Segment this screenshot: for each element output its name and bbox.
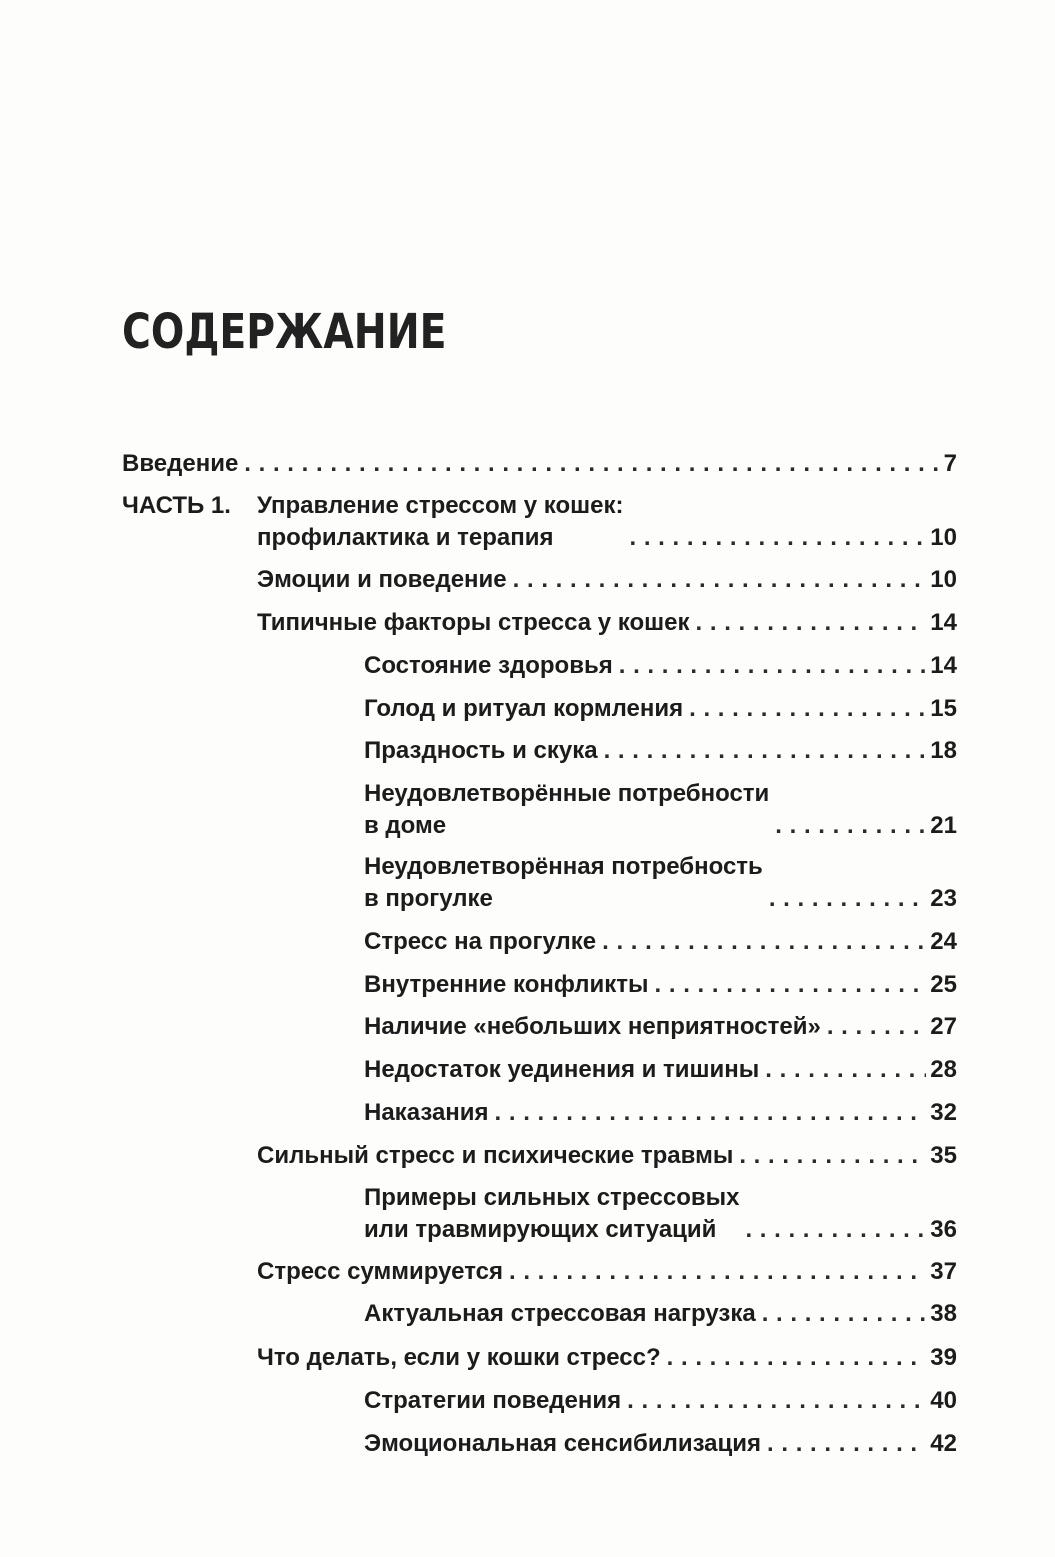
toc-page-number: 14	[930, 609, 957, 636]
toc-entry[interactable]	[364, 693, 957, 725]
toc-page-number: 21	[930, 812, 957, 839]
dot-leader	[767, 1428, 926, 1460]
dot-leader	[827, 1011, 926, 1043]
toc-entry-title: Актуальная стрессовая нагрузка	[364, 1300, 756, 1327]
toc-entry[interactable]	[364, 1054, 957, 1086]
toc-page-number: 10	[930, 566, 957, 593]
toc-entry-title: Эмоциональная сенсибилизация	[364, 1430, 762, 1457]
toc-page-number: 27	[930, 1013, 957, 1040]
dot-leader	[762, 1298, 927, 1330]
toc-page-number: 42	[930, 1430, 957, 1457]
toc-entry-title: Стратегии поведения	[364, 1387, 622, 1414]
toc-entry[interactable]	[257, 1342, 957, 1374]
dot-leader	[495, 1097, 927, 1129]
toc-entry[interactable]	[364, 735, 957, 767]
toc-entry-title: Что делать, если у кошки стресс?	[257, 1344, 661, 1371]
toc-entry-title: Внутренние конфликты	[364, 971, 649, 998]
toc-page-number: 10	[930, 524, 957, 551]
page-title: СОДЕРЖАНИЕ	[122, 304, 447, 360]
toc-entry-title: Примеры сильных стрессовых или травмирующих ситуаций	[364, 1184, 740, 1243]
dot-leader	[667, 1342, 927, 1374]
toc-entry-title: Эмоции и поведение	[257, 566, 507, 593]
toc-entry[interactable]	[364, 1298, 957, 1330]
toc-page-number: 32	[930, 1099, 957, 1126]
toc-entry-title: Голод и ритуал кормления	[364, 695, 684, 722]
dot-leader	[739, 1140, 926, 1172]
toc-entry[interactable]	[364, 778, 957, 842]
toc-entry[interactable]	[364, 851, 957, 915]
toc-entry-part-1[interactable]	[257, 490, 957, 554]
dot-leader	[629, 522, 926, 554]
toc-page-number: 14	[930, 652, 957, 679]
dot-leader	[769, 883, 926, 915]
toc-entry[interactable]	[364, 1428, 957, 1460]
toc-entry-title: Недостаток уединения и тишины	[364, 1056, 760, 1083]
toc-entry[interactable]	[257, 607, 957, 639]
toc-entry-title: Типичные факторы стресса у кошек	[257, 609, 690, 636]
toc-entry-title: Неудовлетворённые потребности в доме	[364, 780, 770, 839]
toc-entry[interactable]	[364, 969, 957, 1001]
toc-entry[interactable]	[364, 650, 957, 682]
toc-entry[interactable]	[364, 1097, 957, 1129]
toc-page-number: 23	[930, 885, 957, 912]
toc-page-number: 40	[930, 1387, 957, 1414]
dot-leader	[655, 969, 927, 1001]
toc-page-number: 36	[930, 1216, 957, 1243]
toc-page-number: 24	[930, 928, 957, 955]
toc-entry[interactable]	[257, 1140, 957, 1172]
toc-entry[interactable]	[364, 1011, 957, 1043]
toc-entry-title: Праздность и скука	[364, 737, 598, 764]
toc-entry-title: Неудовлетворённая потребность в прогулке	[364, 853, 763, 912]
toc-page-number: 37	[930, 1258, 957, 1285]
toc-entry-title: Наказания	[364, 1099, 489, 1126]
toc-entry-title: Наличие «небольших неприятностей»	[364, 1013, 821, 1040]
dot-leader	[619, 650, 927, 682]
toc-page-number: 7	[943, 450, 957, 477]
dot-leader	[696, 607, 927, 639]
toc-page-number: 15	[930, 695, 957, 722]
toc-page-number: 38	[930, 1300, 957, 1327]
toc-entry-title: Стресс на прогулке	[364, 928, 597, 955]
toc-entry[interactable]	[257, 1256, 957, 1288]
toc-page-number: 35	[930, 1142, 957, 1169]
toc-entry-title: Стресс суммируется	[257, 1258, 503, 1285]
toc-entry[interactable]	[364, 1385, 957, 1417]
part-label: ЧАСТЬ 1.	[122, 492, 231, 519]
toc-entry[interactable]	[257, 564, 957, 596]
dot-leader	[689, 693, 926, 725]
dot-leader	[745, 1214, 926, 1246]
toc-entry-title: Введение	[122, 450, 239, 477]
toc-entry-title: Управление стрессом у кошек: профилактика и терапия	[257, 492, 624, 551]
toc-entry-title: Сильный стресс и психические травмы	[257, 1142, 734, 1169]
dot-leader	[509, 1256, 926, 1288]
toc-entry[interactable]	[364, 1182, 957, 1246]
dot-leader	[244, 448, 939, 480]
toc-entry-introduction[interactable]	[122, 448, 957, 480]
dot-leader	[602, 926, 926, 958]
dot-leader	[513, 564, 927, 596]
dot-leader	[604, 735, 927, 767]
toc-page-number: 18	[930, 737, 957, 764]
dot-leader	[627, 1385, 926, 1417]
dot-leader	[775, 810, 926, 842]
toc-page-number: 25	[930, 971, 957, 998]
toc-entry-title: Состояние здоровья	[364, 652, 613, 679]
dot-leader	[765, 1054, 926, 1086]
toc-entry[interactable]	[364, 926, 957, 958]
toc-page-number: 39	[930, 1344, 957, 1371]
toc-page-number: 28	[930, 1056, 957, 1083]
